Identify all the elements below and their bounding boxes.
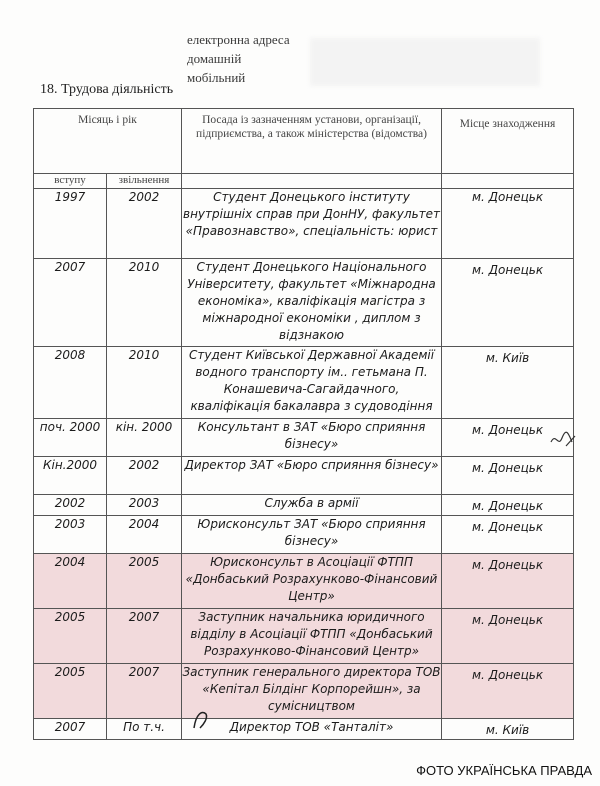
start-date: 2007: [34, 259, 107, 347]
end-date: кін. 2000: [107, 419, 182, 457]
end-date: 2005: [107, 554, 182, 609]
location-text: м. Донецьк: [442, 609, 574, 664]
location-text: м. Донецьк: [442, 516, 574, 554]
location-text: м. Донецьк: [442, 189, 574, 259]
header-start: вступу: [34, 174, 107, 189]
table-row-highlighted: [34, 609, 574, 664]
position-text: Директор ЗАТ «Бюро сприяння бізнесу»: [182, 457, 442, 495]
end-date: 2010: [107, 259, 182, 347]
end-date: 2010: [107, 347, 182, 419]
table-row: [34, 495, 574, 516]
location-text: м. Донецьк: [442, 554, 574, 609]
home-phone-label: домашній: [187, 51, 242, 66]
table-row: [34, 457, 574, 495]
table-row: [34, 189, 574, 259]
end-date: 2007: [107, 609, 182, 664]
end-date: 2004: [107, 516, 182, 554]
location-text: м. Донецьк: [442, 495, 574, 516]
table-row: [34, 419, 574, 457]
start-date: 2003: [34, 516, 107, 554]
position-text: Служба в армії: [182, 495, 442, 516]
start-date: 1997: [34, 189, 107, 259]
start-date: 2008: [34, 347, 107, 419]
position-text: Юрисконсульт ЗАТ «Бюро сприяння бізнесу»: [182, 516, 442, 554]
mobile-phone-label: мобільний: [187, 70, 246, 85]
signature-scribble: [548, 428, 578, 450]
location-text: м. Донецьк: [442, 457, 574, 495]
position-text: Директор ТОВ «Танталіт»: [182, 719, 442, 740]
location-text: м. Київ: [442, 719, 574, 740]
employment-table: [33, 108, 574, 740]
table-row: [34, 259, 574, 347]
header-end: звільнення: [107, 174, 182, 189]
end-date: 2007: [107, 664, 182, 719]
start-date: 2004: [34, 554, 107, 609]
table-row-highlighted: [34, 554, 574, 609]
start-date: поч. 2000: [34, 419, 107, 457]
start-date: 2007: [34, 719, 107, 740]
table-row: [34, 719, 574, 740]
location-text: м. Київ: [442, 347, 574, 419]
header-blank: [182, 174, 442, 189]
end-date: 2002: [107, 189, 182, 259]
table-row: [34, 516, 574, 554]
position-text: Студент Київської Державної Академії водного транспорту ім.. гетьмана П. Конашевича-Сагайдачного, кваліфікація бакалавра з судоводіння: [182, 347, 442, 419]
table-row: [34, 347, 574, 419]
start-date: 2002: [34, 495, 107, 516]
photo-credit: ФОТО УКРАЇНСЬКА ПРАВДА: [416, 763, 592, 778]
start-date: 2005: [34, 664, 107, 719]
section-title: 18. Трудова діяльність: [40, 82, 174, 97]
end-date: 2002: [107, 457, 182, 495]
start-date: 2005: [34, 609, 107, 664]
position-text: Студент Донецького інституту внутрішніх справ при ДонНУ, факультет «Правознавство», спеціальність: юрист: [182, 189, 442, 259]
redacted-area: [310, 38, 540, 86]
header-blank: [442, 174, 574, 189]
pen-mark: [190, 708, 214, 732]
position-text: Заступник генерального директора ТОВ «Кепітал Білдінг Корпорейшн», за сумісництвом: [182, 664, 442, 719]
header-location: Місце знаходження: [442, 109, 574, 174]
header-row: [34, 109, 574, 174]
position-text: Заступник начальника юридичного відділу в Асоціації ФТПП «Донбаський Розрахунково-Фінансовий Центр»: [182, 609, 442, 664]
header-position: Посада із зазначенням установи, організації, підприємства, а також міністерства (відомства): [182, 109, 442, 174]
header-period: Місяць і рік: [34, 109, 182, 174]
table-row-highlighted: [34, 664, 574, 719]
end-date: 2003: [107, 495, 182, 516]
subheader-row: [34, 174, 574, 189]
start-date: Кін.2000: [34, 457, 107, 495]
position-text: Студент Донецького Національного Університету, факультет «Міжнародна економіка», кваліфікація магістра з міжнародної економіки , диплом з відзнакою: [182, 259, 442, 347]
end-date: По т.ч.: [107, 719, 182, 740]
location-text: м. Донецьк: [442, 259, 574, 347]
position-text: Юрисконсульт в Асоціації ФТПП «Донбаський Розрахунково-Фінансовий Центр»: [182, 554, 442, 609]
position-text: Консультант в ЗАТ «Бюро сприяння бізнесу»: [182, 419, 442, 457]
email-label: електронна адреса: [187, 32, 290, 47]
location-text: м. Донецьк: [442, 419, 574, 457]
location-text: м. Донецьк: [442, 664, 574, 719]
contact-block: [187, 30, 290, 87]
